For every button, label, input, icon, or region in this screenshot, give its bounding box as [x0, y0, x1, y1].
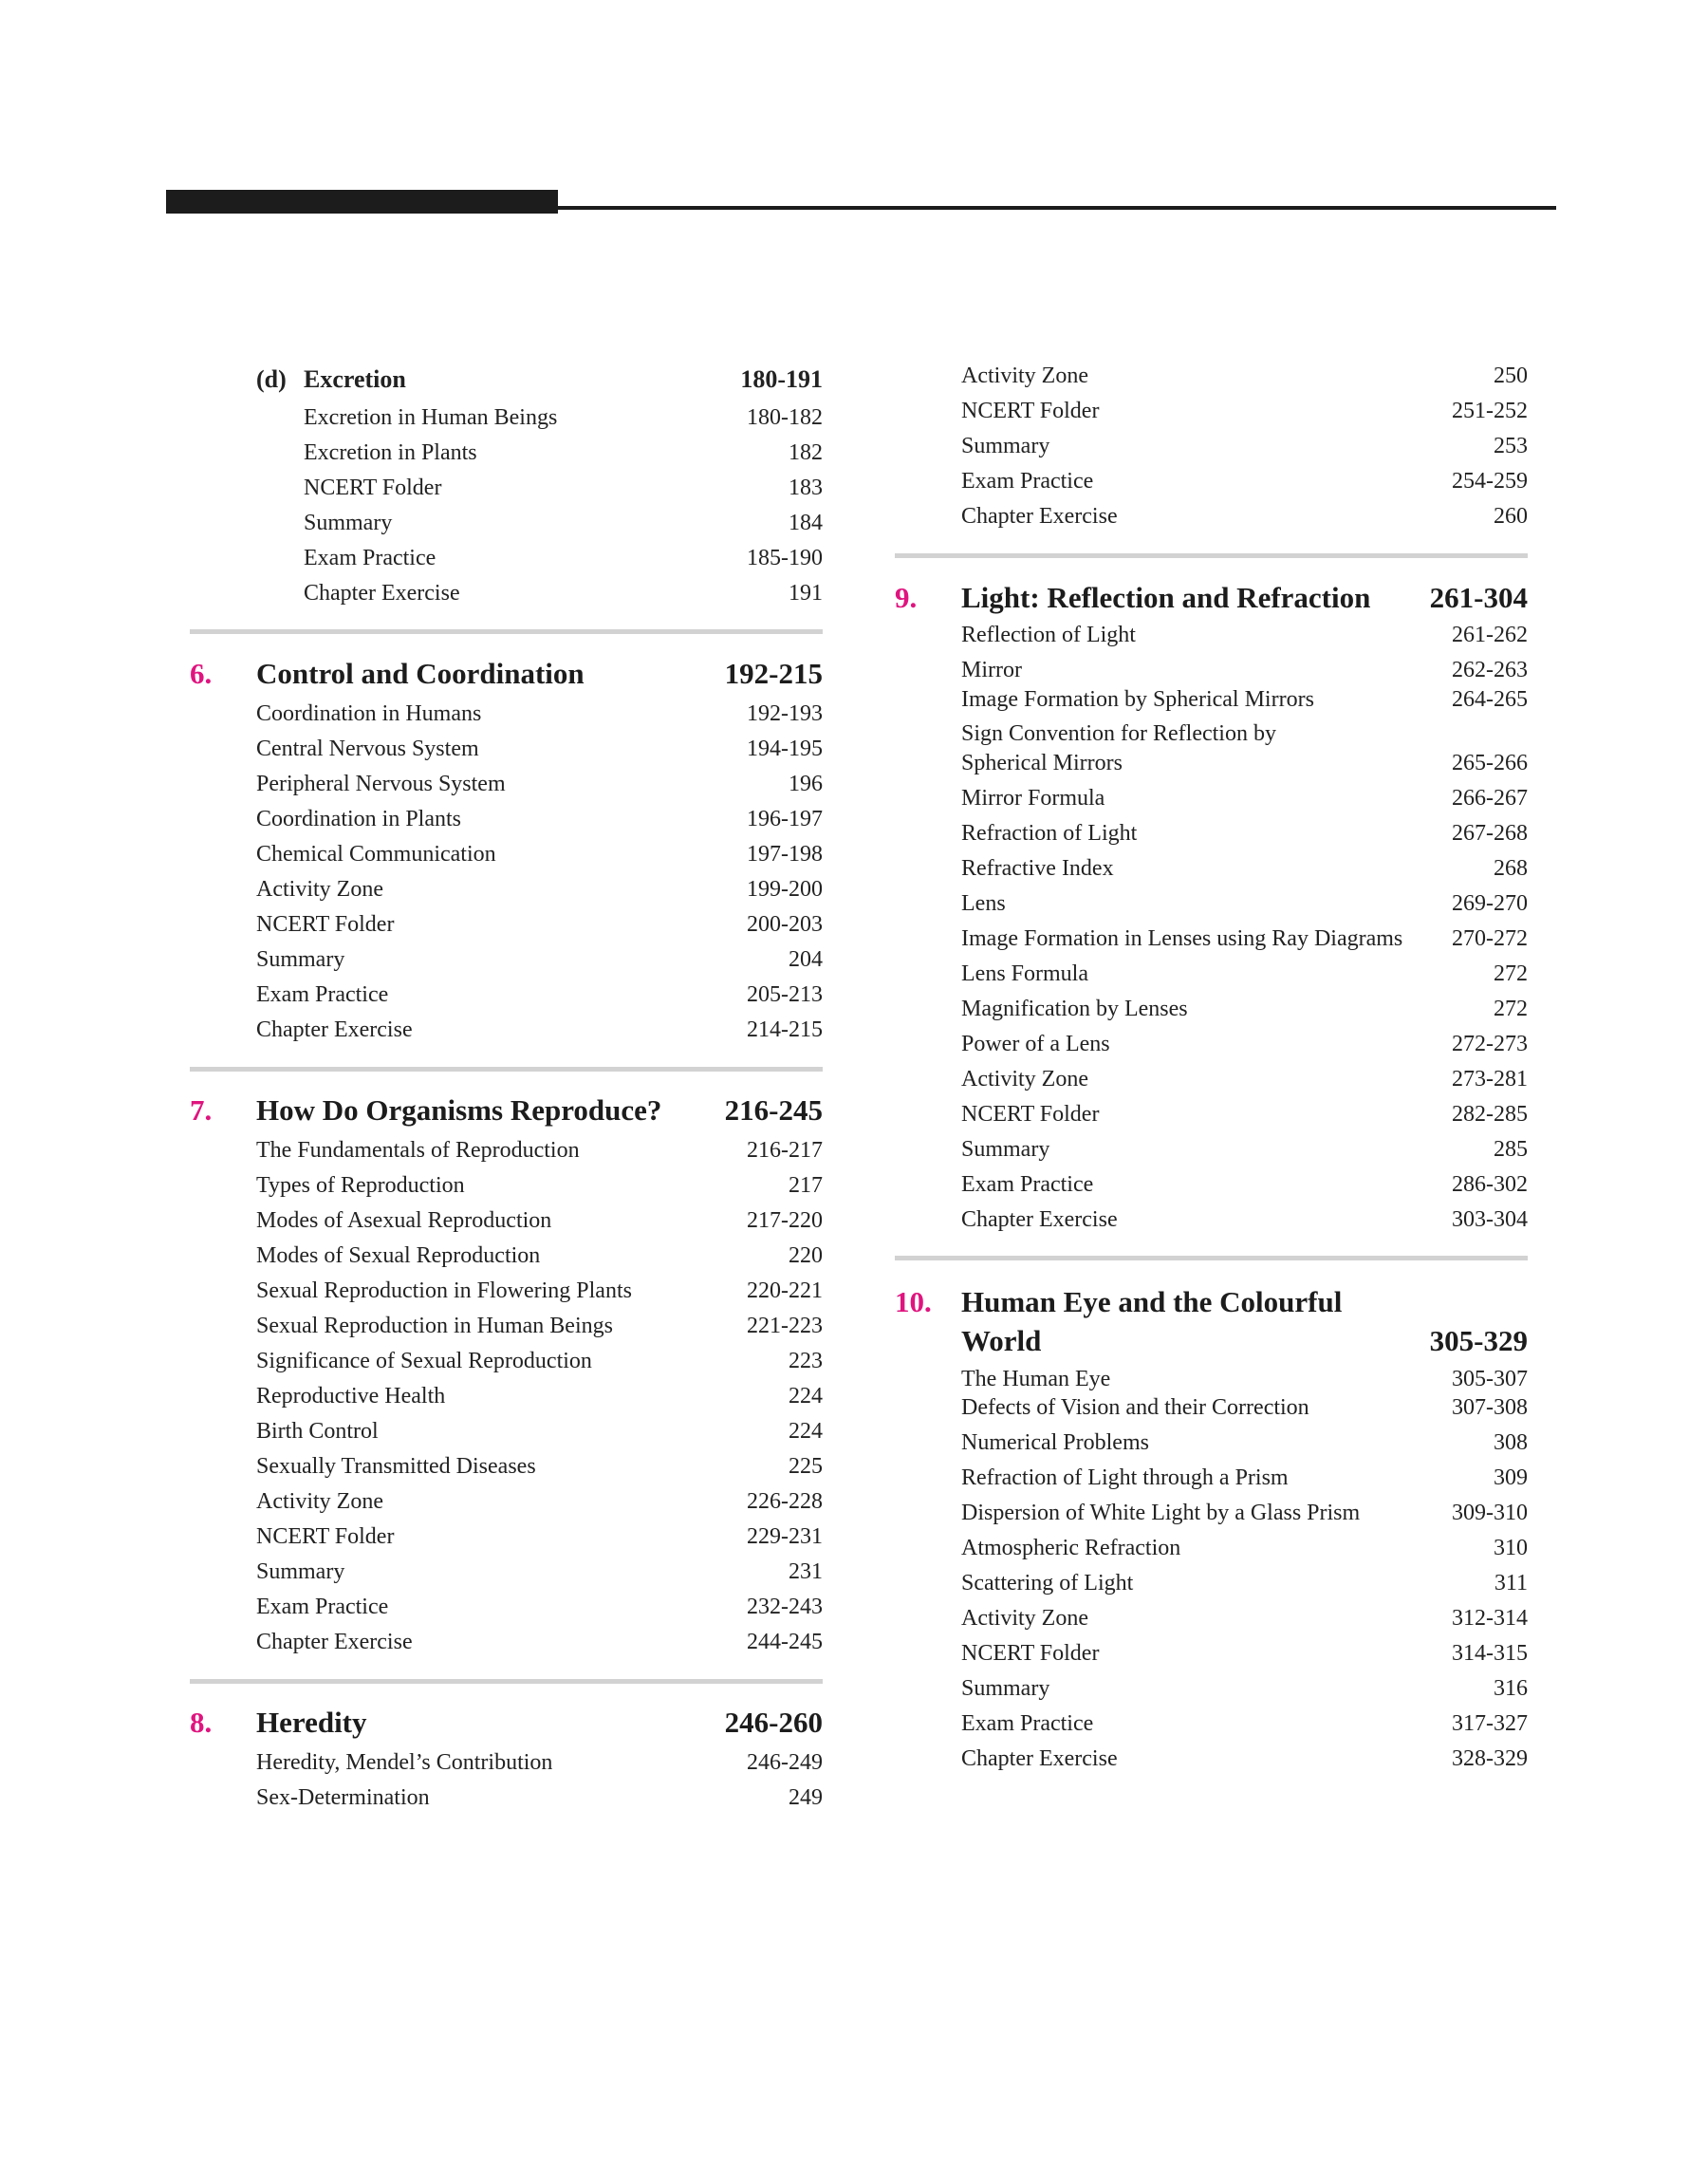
chapter-title-line-2: World: [961, 1324, 1042, 1357]
entry-pages: 317-327: [1452, 1711, 1528, 1736]
entry-pages: 217: [789, 1173, 823, 1198]
entry-pages: 185-190: [747, 546, 823, 570]
entry-title: Activity Zone: [961, 364, 1088, 388]
entry-pages: 225: [789, 1454, 823, 1479]
section-pages: 180-191: [740, 365, 823, 393]
entry-title: Excretion in Plants: [304, 440, 477, 465]
entry-title: Summary: [304, 511, 393, 535]
chapter-title: Control and Coordination: [256, 657, 585, 690]
entry-title: Peripheral Nervous System: [256, 772, 506, 796]
entry-pages: 286-302: [1452, 1172, 1528, 1197]
entry-pages: 194-195: [747, 737, 823, 761]
entry-pages: 309-310: [1452, 1501, 1528, 1525]
chapter-title: How Do Organisms Reproduce?: [256, 1093, 662, 1127]
entry-title: Image Formation by Spherical Mirrors: [961, 687, 1314, 712]
entry-title: Coordination in Plants: [256, 807, 461, 831]
section-divider: [190, 1679, 823, 1684]
section-divider: [895, 1256, 1528, 1260]
chapter-number: 8.: [190, 1706, 213, 1739]
entry-pages: 224: [789, 1384, 823, 1409]
entry-pages: 308: [1494, 1430, 1528, 1455]
entry-title: Power of a Lens: [961, 1032, 1110, 1056]
entry-title: Chapter Exercise: [961, 1207, 1118, 1232]
entry-pages: 183: [789, 476, 823, 500]
entry-title: Sexual Reproduction in Flowering Plants: [256, 1278, 632, 1303]
section-title: Excretion: [304, 365, 406, 393]
chapter-pages: 261-304: [1429, 581, 1528, 614]
entry-pages: 282-285: [1452, 1102, 1528, 1127]
entry-title: Chapter Exercise: [961, 1746, 1118, 1771]
entry-title: Chemical Communication: [256, 842, 496, 867]
entry-title: NCERT Folder: [961, 1102, 1100, 1127]
entry-pages: 221-223: [747, 1314, 823, 1338]
entry-title: Reflection of Light: [961, 623, 1136, 647]
entry-title: Exam Practice: [256, 1595, 389, 1619]
entry-pages: 285: [1494, 1137, 1528, 1162]
entry-title: Summary: [256, 1559, 345, 1584]
entry-title: Lens Formula: [961, 961, 1088, 986]
entry-title: Magnification by Lenses: [961, 997, 1188, 1021]
entry-pages: 303-304: [1452, 1207, 1528, 1232]
entry-pages: 196: [789, 772, 823, 796]
entry-title: Activity Zone: [961, 1067, 1088, 1092]
chapter-title: Heredity: [256, 1706, 367, 1739]
entry-title: The Fundamentals of Reproduction: [256, 1138, 580, 1163]
entry-title: Excretion in Human Beings: [304, 405, 558, 430]
entry-title: Image Formation in Lenses using Ray Diagrams: [961, 926, 1403, 951]
entry-pages: 196-197: [747, 807, 823, 831]
entry-pages: 309: [1494, 1465, 1528, 1490]
entry-title: Chapter Exercise: [256, 1017, 413, 1042]
entry-pages: 328-329: [1452, 1746, 1528, 1771]
entry-title: Reproductive Health: [256, 1384, 446, 1409]
entry-pages: 197-198: [747, 842, 823, 867]
chapter-title: Light: Reflection and Refraction: [961, 581, 1371, 614]
entry-title: Atmospheric Refraction: [961, 1536, 1181, 1560]
entry-pages: 246-249: [747, 1750, 823, 1775]
entry-title: NCERT Folder: [256, 912, 395, 937]
entry-pages: 205-213: [747, 982, 823, 1007]
entry-pages: 249: [789, 1785, 823, 1810]
section-divider: [190, 1067, 823, 1072]
entry-title: NCERT Folder: [961, 1641, 1100, 1666]
entry-title: Mirror Formula: [961, 786, 1105, 811]
entry-pages: 251-252: [1452, 399, 1528, 423]
entry-title: Chapter Exercise: [304, 581, 460, 606]
entry-pages: 182: [789, 440, 823, 465]
entry-title: Sign Convention for Reflection by: [961, 721, 1276, 746]
entry-pages: 272-273: [1452, 1032, 1528, 1056]
entry-pages: 314-315: [1452, 1641, 1528, 1666]
entry-pages: 254-259: [1452, 469, 1528, 494]
entry-pages: 199-200: [747, 877, 823, 902]
entry-pages: 311: [1494, 1571, 1528, 1595]
entry-title: Defects of Vision and their Correction: [961, 1395, 1309, 1420]
entry-title: Numerical Problems: [961, 1430, 1149, 1455]
entry-title: Sex-Determination: [256, 1785, 430, 1810]
entry-title: Chapter Exercise: [256, 1630, 413, 1654]
entry-title: Refractive Index: [961, 856, 1114, 881]
chapter-number: 6.: [190, 657, 213, 690]
entry-title: Dispersion of White Light by a Glass Prism: [961, 1501, 1361, 1525]
entry-pages: 268: [1494, 856, 1528, 881]
entry-title: Coordination in Humans: [256, 701, 482, 726]
entry-title: Sexually Transmitted Diseases: [256, 1454, 536, 1479]
entry-pages: 224: [789, 1419, 823, 1444]
entry-title: Heredity, Mendel’s Contribution: [256, 1750, 553, 1775]
entry-pages: 253: [1494, 434, 1528, 458]
entry-pages: 200-203: [747, 912, 823, 937]
section-divider: [895, 553, 1528, 558]
entry-pages: 260: [1494, 504, 1528, 529]
entry-title: Types of Reproduction: [256, 1173, 465, 1198]
section-label: (d): [256, 365, 287, 393]
entry-pages: 214-215: [747, 1017, 823, 1042]
entry-pages: 223: [789, 1349, 823, 1373]
entry-title: Birth Control: [256, 1419, 379, 1444]
entry-pages: 265-266: [1452, 751, 1528, 775]
entry-pages: 269-270: [1452, 891, 1528, 916]
entry-pages: 184: [789, 511, 823, 535]
entry-pages: 307-308: [1452, 1395, 1528, 1420]
entry-pages: 226-228: [747, 1489, 823, 1514]
entry-pages: 310: [1494, 1536, 1528, 1560]
entry-pages: 266-267: [1452, 786, 1528, 811]
entry-pages: 312-314: [1452, 1606, 1528, 1631]
entry-pages: 244-245: [747, 1630, 823, 1654]
entry-title: Exam Practice: [961, 1711, 1094, 1736]
entry-pages: 316: [1494, 1676, 1528, 1701]
chapter-title-line-1: Human Eye and the Colourful: [961, 1285, 1343, 1318]
entry-title: Modes of Sexual Reproduction: [256, 1243, 541, 1268]
entry-title: Significance of Sexual Reproduction: [256, 1349, 592, 1373]
chapter-pages: 192-215: [724, 657, 823, 690]
chapter-pages: 216-245: [724, 1093, 823, 1127]
chapter-pages: 246-260: [724, 1706, 823, 1739]
entry-title: Central Nervous System: [256, 737, 479, 761]
entry-title: Activity Zone: [256, 877, 383, 902]
entry-title: Summary: [961, 1137, 1050, 1162]
entry-title: Sexual Reproduction in Human Beings: [256, 1314, 613, 1338]
entry-pages: 261-262: [1452, 623, 1528, 647]
chapter-pages: 305-329: [1429, 1324, 1528, 1357]
entry-pages: 250: [1494, 364, 1528, 388]
entry-pages: 262-263: [1452, 658, 1528, 682]
entry-pages: 267-268: [1452, 821, 1528, 846]
entry-title: Exam Practice: [256, 982, 389, 1007]
header-rule: [558, 206, 1556, 210]
entry-title: NCERT Folder: [961, 399, 1100, 423]
entry-pages: 220: [789, 1243, 823, 1268]
entry-pages: 272: [1494, 997, 1528, 1021]
entry-title: Exam Practice: [961, 1172, 1094, 1197]
entry-pages: 231: [789, 1559, 823, 1584]
entry-pages: 305-307: [1452, 1367, 1528, 1391]
entry-pages: 217-220: [747, 1208, 823, 1233]
entry-title: Summary: [256, 947, 345, 972]
entry-title: The Human Eye: [961, 1367, 1111, 1391]
entry-title: Exam Practice: [961, 469, 1094, 494]
entry-pages: 270-272: [1452, 926, 1528, 951]
entry-pages: 232-243: [747, 1595, 823, 1619]
section-divider: [190, 629, 823, 634]
chapter-number: 7.: [190, 1093, 213, 1127]
entry-pages: 220-221: [747, 1278, 823, 1303]
entry-title: Summary: [961, 434, 1050, 458]
entry-title: Spherical Mirrors: [961, 751, 1123, 775]
entry-pages: 229-231: [747, 1524, 823, 1549]
entry-title: Activity Zone: [256, 1489, 383, 1514]
entry-title: Mirror: [961, 658, 1022, 682]
chapter-number: 10.: [895, 1285, 932, 1318]
entry-title: Refraction of Light: [961, 821, 1138, 846]
entry-title: Activity Zone: [961, 1606, 1088, 1631]
entry-pages: 272: [1494, 961, 1528, 986]
entry-title: Scattering of Light: [961, 1571, 1134, 1595]
header-bar-thick: [166, 190, 558, 214]
entry-title: Lens: [961, 891, 1006, 916]
entry-title: NCERT Folder: [304, 476, 442, 500]
entry-pages: 216-217: [747, 1138, 823, 1163]
entry-title: Refraction of Light through a Prism: [961, 1465, 1289, 1490]
entry-pages: 192-193: [747, 701, 823, 726]
entry-pages: 264-265: [1452, 687, 1528, 712]
entry-title: Summary: [961, 1676, 1050, 1701]
chapter-number: 9.: [895, 581, 918, 614]
entry-title: Modes of Asexual Reproduction: [256, 1208, 552, 1233]
entry-title: Chapter Exercise: [961, 504, 1118, 529]
entry-pages: 180-182: [747, 405, 823, 430]
entry-pages: 191: [789, 581, 823, 606]
entry-title: Exam Practice: [304, 546, 436, 570]
entry-title: NCERT Folder: [256, 1524, 395, 1549]
entry-pages: 273-281: [1452, 1067, 1528, 1092]
entry-pages: 204: [789, 947, 823, 972]
